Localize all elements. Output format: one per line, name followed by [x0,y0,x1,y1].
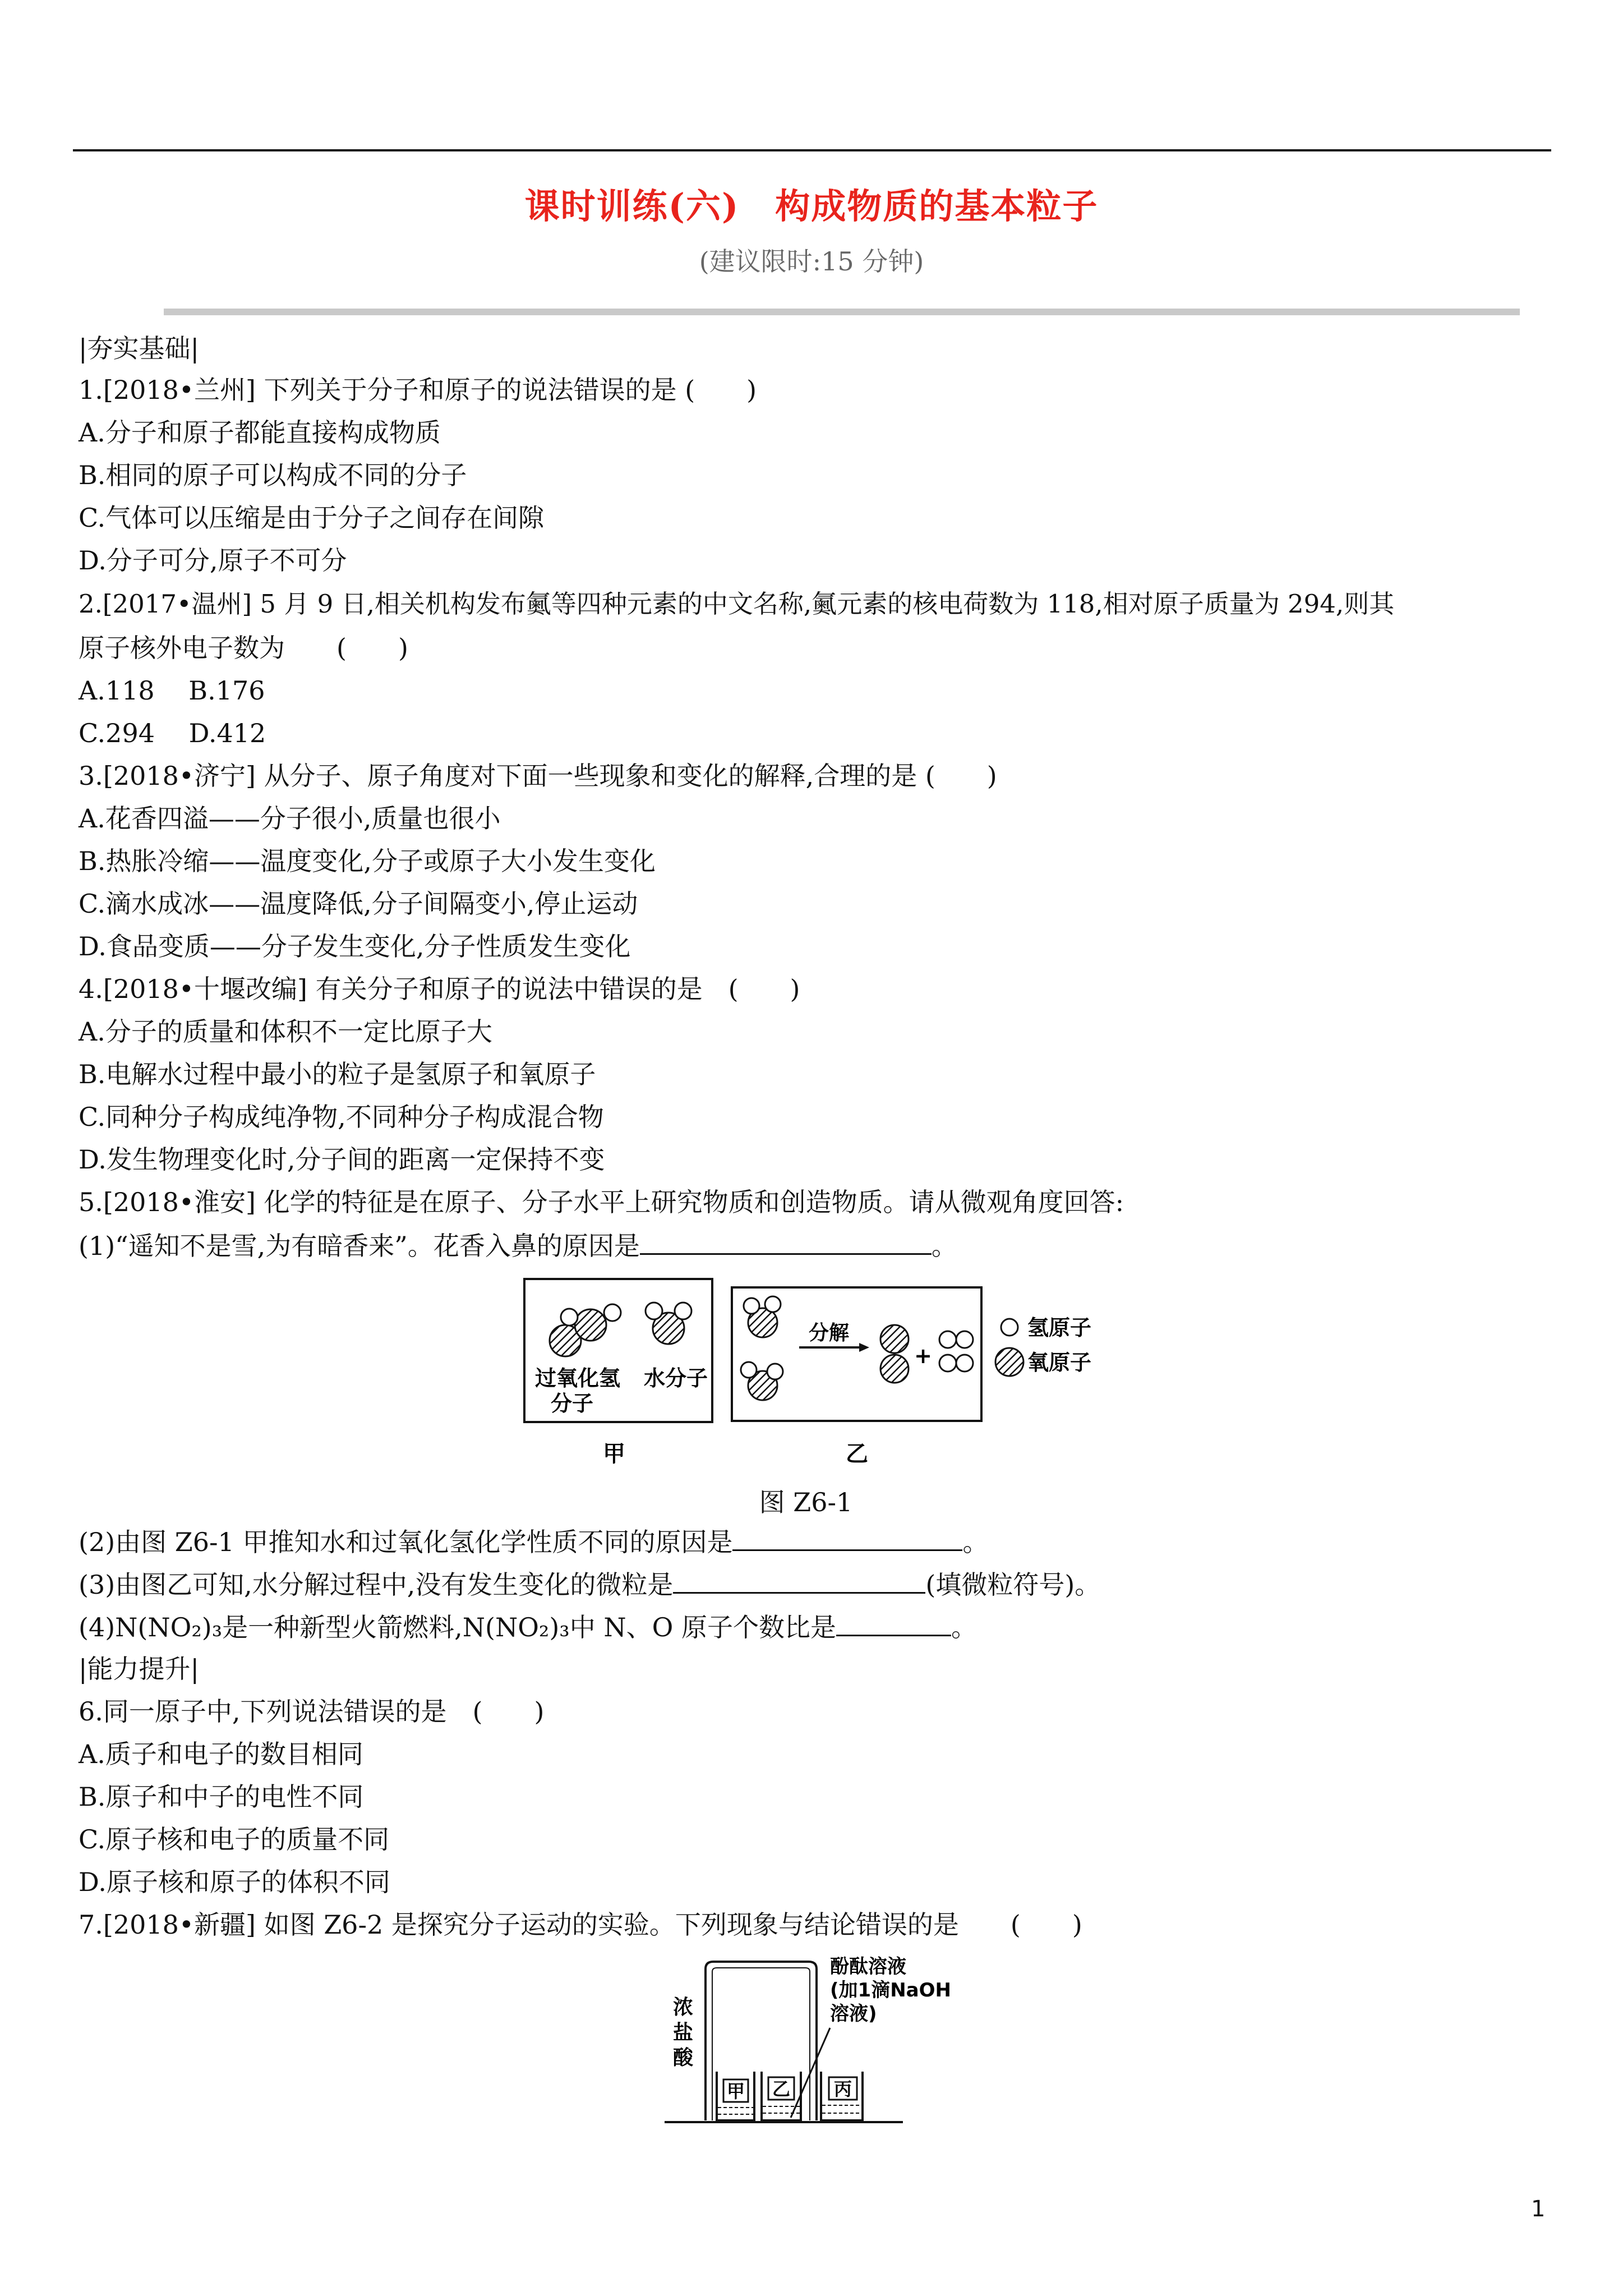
section-basic: |夯实基础| [79,333,199,364]
q2-options-cd: C.294 D.412 [79,718,266,748]
q1-option-b: B.相同的原子可以构成不同的分子 [79,460,467,490]
q5-part3-answer-blank[interactable] [673,1567,925,1594]
beaker-jia-label: 甲 [726,2081,745,2102]
phenolphthalein-label-2: (加1滴NaOH [830,1979,951,2001]
q3-option-a: A.花香四溢——分子很小,质量也很小 [79,803,501,834]
h2o2-label: 过氧化氢 [534,1366,621,1391]
water-molecule-icon [645,1303,691,1344]
q5-part3-end: (填微粒符号)。 [925,1570,1101,1600]
hcl-label-3: 酸 [673,2046,694,2069]
q3-option-b: B.热胀冷缩——温度变化,分子或原子大小发生变化 [79,846,656,876]
q5-part3 [79,1567,1100,1601]
hcl-label-2: 盐 [673,2021,694,2044]
page-title: 课时训练(六) 构成物质的基本粒子 [524,186,1099,227]
q7-stem: 7.[2018•新疆] 如图 Z6-2 是探究分子运动的实验。下列现象与结论错误的是 ( ) [79,1910,1082,1940]
hydrogen-molecules-icon [939,1331,973,1372]
q5-part4 [79,1610,977,1644]
header-rule [73,149,1551,151]
q2-stem-line1: 2.[2017•温州] 5 月 9 日,相关机构发布鿫等四种元素的中文名称,鿫元素的核电荷数为 118,相对原子质量为 294,则其 [79,589,1395,619]
legend-hydrogen-icon [1001,1319,1018,1336]
q2-options-ab: A.118 B.176 [79,675,265,706]
oxygen-atom-icon [880,1355,909,1383]
page-subtitle: (建议限时:15 分钟) [699,246,924,277]
panel-jia-label: 甲 [603,1441,625,1467]
q5-part2 [79,1525,988,1558]
figure-z6-2 [662,1949,976,2134]
legend-hydrogen-label: 氢原子 [1027,1315,1092,1340]
q6-option-a: A.质子和电子的数目相同 [79,1739,363,1769]
hcl-label-1: 浓 [673,1996,694,2019]
q6-option-b: B.原子和中子的电性不同 [79,1782,364,1812]
section-advanced: |能力提升| [79,1654,199,1684]
oxygen-atom-icon [880,1325,909,1353]
q4-option-a: A.分子的质量和体积不一定比原子大 [79,1016,492,1047]
q5-part2-end: 。 [962,1527,989,1557]
q5-part4-end: 。 [951,1612,977,1642]
q5-part3-text: (3)由图乙可知,水分解过程中,没有发生变化的微粒是 [79,1570,674,1600]
q6-stem: 6.同一原子中,下列说法错误的是 ( ) [79,1696,545,1727]
reaction-arrow-icon [859,1343,869,1352]
q5-part4-text: (4)N(NO₂)₃是一种新型火箭燃料,N(NO₂)₃中 N、O 原子个数比是 [79,1612,836,1642]
q6-option-c: C.原子核和电子的质量不同 [79,1824,390,1855]
q4-option-d: D.发生物理变化时,分子间的距离一定保持不变 [79,1144,605,1175]
plus-sign: + [914,1343,932,1368]
q5-part2-answer-blank[interactable] [732,1525,962,1551]
q5-part1-answer-blank[interactable] [640,1228,932,1255]
page-number: 1 [1531,2196,1546,2222]
water-molecule-top-icon [744,1296,781,1337]
beaker-yi-label: 乙 [772,2078,791,2100]
figure-z6-1 [516,1273,1133,1481]
q3-option-d: D.食品变质——分子发生变化,分子性质发生变化 [79,931,631,961]
panel-yi-label: 乙 [846,1441,868,1467]
q4-stem: 4.[2018•十堰改编] 有关分子和原子的说法中错误的是 ( ) [79,974,800,1004]
q5-stem: 5.[2018•淮安] 化学的特征是在原子、分子水平上研究物质和创造物质。请从微观角度回答: [79,1187,1124,1217]
decompose-label: 分解 [808,1322,850,1345]
q3-stem: 3.[2018•济宁] 从分子、原子角度对下面一些现象和变化的解释,合理的是 ( ) [79,761,997,791]
q3-option-c: C.滴水成冰——温度降低,分子间隔变小,停止运动 [79,889,638,919]
h2o2-molecule-icon [550,1304,621,1356]
h2o2-label-line2: 分子 [550,1391,594,1416]
q1-option-d: D.分子可分,原子不可分 [79,545,347,576]
beaker-bing-label: 丙 [833,2078,852,2100]
legend-oxygen-icon [995,1348,1023,1376]
figure-z6-1-caption: 图 Z6-1 [759,1487,853,1517]
water-molecule-bottom-icon [741,1362,783,1400]
q5-part4-answer-blank[interactable] [836,1610,951,1636]
q1-stem: 1.[2018•兰州] 下列关于分子和原子的说法错误的是 ( ) [79,375,757,405]
q5-part2-text: (2)由图 Z6-1 甲推知水和过氧化氢化学性质不同的原因是 [79,1527,733,1557]
q1-option-c: C.气体可以压缩是由于分子之间存在间隙 [79,503,545,533]
q1-option-a: A.分子和原子都能直接构成物质 [79,417,441,448]
water-label: 水分子 [643,1366,708,1391]
q2-stem-line2: 原子核外电子数为 ( ) [79,633,408,663]
q5-part1-text: (1)“遥知不是雪,为有暗香来”。花香入鼻的原因是 [79,1231,640,1261]
q6-option-d: D.原子核和原子的体积不同 [79,1867,390,1897]
section-divider [164,309,1520,315]
legend-oxygen-label: 氧原子 [1027,1350,1092,1375]
q4-option-b: B.电解水过程中最小的粒子是氢原子和氧原子 [79,1059,596,1089]
q5-part1 [79,1228,957,1262]
q4-option-c: C.同种分子构成纯净物,不同种分子构成混合物 [79,1102,604,1132]
phenolphthalein-label-3: 溶液) [830,2003,877,2025]
phenolphthalein-label-1: 酚酞溶液 [830,1955,906,1978]
q5-part1-end: 。 [931,1231,957,1261]
